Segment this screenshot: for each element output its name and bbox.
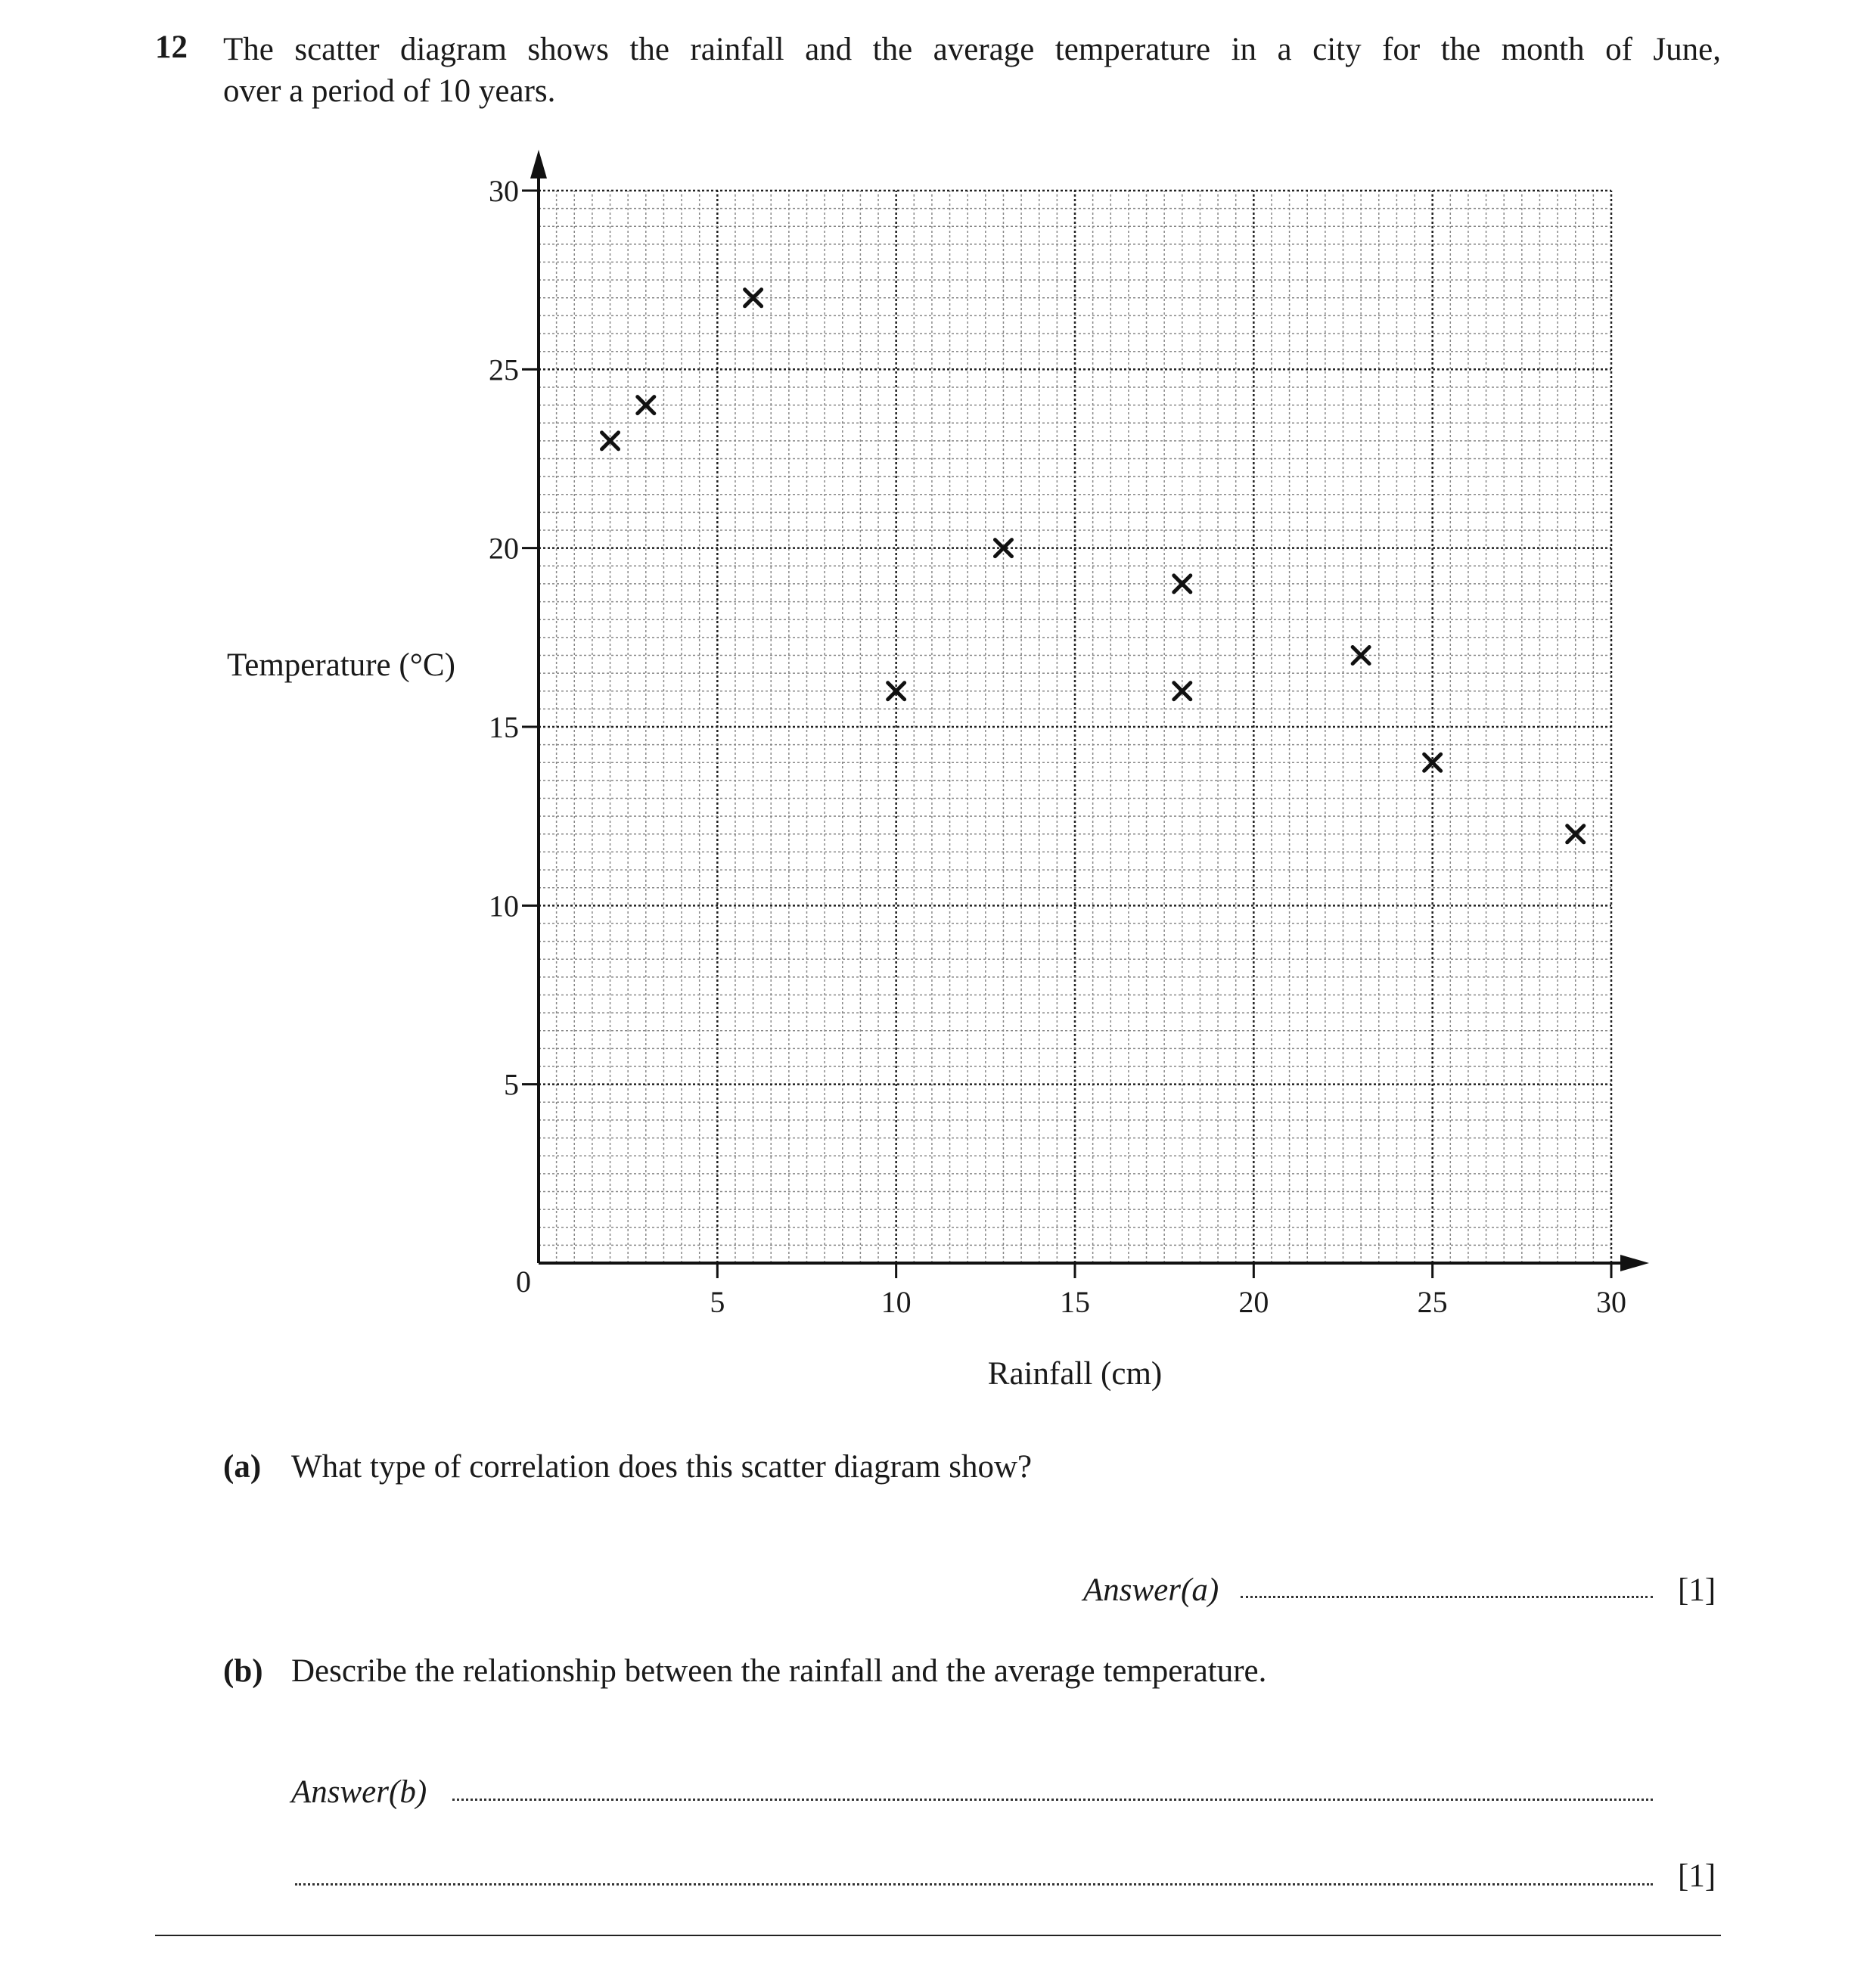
question-text-line-1: The scatter diagram shows the rainfall and the average temperature in a city for the month of June,	[223, 32, 1721, 67]
x-tick-label: 15	[1060, 1285, 1090, 1319]
grid	[539, 191, 1611, 1263]
x-tick-label: 10	[881, 1285, 912, 1319]
part-a-label: (a)	[223, 1449, 262, 1485]
x-tick-label: 30	[1596, 1285, 1626, 1319]
part-a-marks: [1]	[1678, 1572, 1716, 1608]
y-tick-label: 10	[489, 889, 519, 923]
answer-b-label: Answer(b)	[291, 1774, 427, 1810]
question-number: 12	[155, 29, 188, 65]
part-b-question: Describe the relationship between the rainfall and the average temperature.	[291, 1653, 1267, 1689]
question-text-line-2: over a period of 10 years.	[223, 73, 556, 109]
y-tick-label: 15	[489, 710, 519, 744]
answer-b-line-1[interactable]	[452, 1799, 1653, 1801]
y-axis-label: Temperature (°C)	[227, 647, 455, 683]
answer-b-line-2[interactable]	[295, 1883, 1653, 1886]
x-tick-label: 25	[1417, 1285, 1448, 1319]
x-axis-label: Rainfall (cm)	[987, 1356, 1163, 1392]
part-b-label: (b)	[223, 1653, 263, 1689]
x-axis-arrow	[1620, 1255, 1649, 1271]
answer-a-label: Answer(a)	[1083, 1572, 1219, 1608]
x-tick-label: 20	[1238, 1285, 1269, 1319]
y-tick-label: 5	[504, 1067, 519, 1102]
origin-label: 0	[516, 1265, 531, 1299]
y-tick-label: 25	[489, 352, 519, 387]
y-tick-label: 20	[489, 531, 519, 566]
y-tick-label: 30	[489, 174, 519, 208]
part-b-marks: [1]	[1678, 1858, 1716, 1894]
answer-a-line[interactable]	[1241, 1596, 1653, 1598]
part-a-question: What type of correlation does this scatter diagram show?	[291, 1449, 1033, 1485]
x-tick-label: 5	[710, 1285, 725, 1319]
y-axis-arrow	[530, 150, 547, 178]
bottom-rule	[155, 1935, 1721, 1936]
